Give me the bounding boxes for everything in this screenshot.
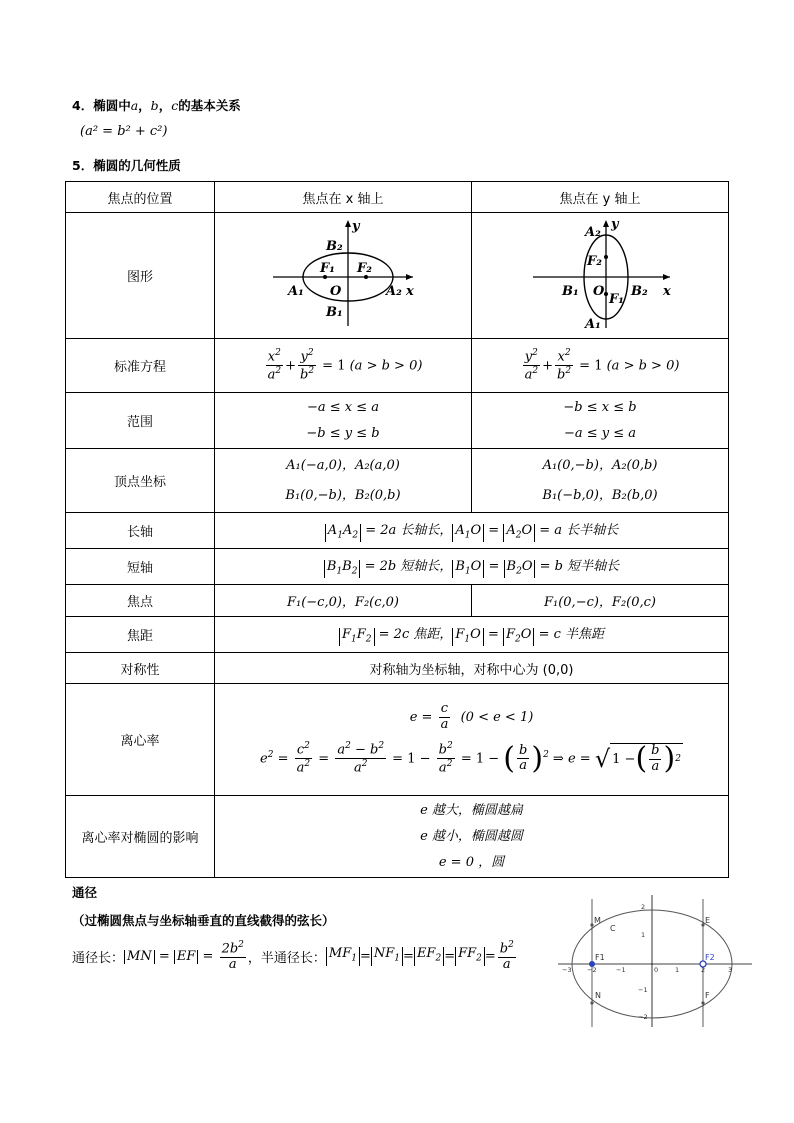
row-equation bbox=[66, 339, 729, 393]
tick-x-neg1: −1 bbox=[616, 966, 626, 974]
label-effect: 离心率对椭圆的影响 bbox=[66, 796, 215, 878]
header-y-axis: 焦点在 y 轴上 bbox=[472, 182, 729, 213]
label-focal: 焦距 bbox=[66, 617, 215, 653]
ellipse-x-graph bbox=[268, 216, 418, 332]
tick-y-2: 2 bbox=[641, 903, 646, 911]
label-o: O bbox=[593, 283, 605, 299]
foci-y: F₁(0,−c)，F₂(0,c) bbox=[472, 585, 729, 617]
label-f1: F₁ bbox=[609, 291, 624, 307]
graph-x-cell bbox=[215, 213, 472, 339]
label-f2: F₂ bbox=[357, 260, 372, 276]
var-b: b bbox=[150, 98, 159, 113]
row-range bbox=[66, 393, 729, 449]
foci-x: F₁(−c,0)，F₂(c,0) bbox=[215, 585, 472, 617]
label-range: 范围 bbox=[66, 393, 215, 449]
tick-x-2: 2 bbox=[701, 966, 706, 974]
fig-label-e: E bbox=[705, 916, 711, 925]
latus-title: 通径 bbox=[72, 885, 98, 900]
latus-figure bbox=[558, 895, 754, 1027]
heading-5: 5．椭圆的几何性质 bbox=[72, 158, 181, 173]
label-graph: 图形 bbox=[66, 213, 215, 339]
eccentricity-value: e = $\frac{c}{a}$ (0 < e < 1) $e^2$ = $\frac{c^2}{a^2}$ = $\frac{a^2 - b^2}{a^2}$ = 1 − $\frac{b^2}{a^2}$ = 1 − ( $\frac{b}{a}$ )$^2$ ⇒ e = √ 1 − ( $\frac{b}{a}$ ) 2 bbox=[215, 684, 729, 796]
row-effect bbox=[66, 796, 729, 878]
label-major: 长轴 bbox=[66, 513, 215, 549]
label-equation: 标准方程 bbox=[66, 339, 215, 393]
fig-label-n: N bbox=[595, 991, 601, 1000]
label-foci: 焦点 bbox=[66, 585, 215, 617]
focal-value: $F_1F_2 = 2c$ 焦距， $F_1O = F_2O = c$ 半焦距 bbox=[215, 617, 729, 653]
var-c: c bbox=[171, 98, 179, 113]
header-x-axis: 焦点在 x 轴上 bbox=[215, 182, 472, 213]
range-y: −b ≤ x ≤ b −a ≤ y ≤ a bbox=[472, 393, 729, 449]
row-graph bbox=[66, 213, 729, 339]
tick-x-neg2: −2 bbox=[587, 966, 597, 974]
row-symmetry bbox=[66, 653, 729, 684]
row-eccentricity bbox=[66, 684, 729, 796]
minor-axis-value: $B_1B_2 = 2b$ 短轴长， $B_1O = B_2O = b$ 短半轴长 bbox=[215, 549, 729, 585]
fig-label-f1: F1 bbox=[595, 953, 605, 962]
label-f1: F₁ bbox=[320, 260, 335, 276]
tick-y-neg2: −2 bbox=[638, 1013, 648, 1021]
label-y: y bbox=[352, 218, 360, 234]
table-header-row bbox=[66, 182, 729, 213]
label-a2: A₂ bbox=[386, 283, 402, 299]
label-a1: A₁ bbox=[288, 283, 304, 299]
fig-label-c: C bbox=[610, 924, 616, 933]
major-axis-value: $A_1A_2 = 2a$ 长轴长， $A_1O = A_2O = a$ 长半轴长 bbox=[215, 513, 729, 549]
effect-value: e 越大，椭圆越扁 e 越小，椭圆越圆 e = 0 ，圆 bbox=[215, 796, 729, 878]
latus-formula: 通径长： MN = EF = $\frac{2b^2}{a}$ ，半通径长： $MF_1$ = $NF_1$ = $EF_2$ = $FF_2$ = $\frac{b^2}{a}$ bbox=[72, 940, 514, 973]
fig-label-f2: F2 bbox=[705, 953, 715, 962]
var-a: a bbox=[130, 98, 139, 113]
vertices-x: A₁(−a,0)，A₂(a,0) B₁(0,−b)，B₂(0,b) bbox=[215, 449, 472, 513]
label-y: y bbox=[611, 216, 619, 232]
label-b1: B₁ bbox=[562, 283, 579, 299]
relation-formula: (a² = b² + c²) bbox=[80, 124, 168, 139]
label-x: x bbox=[663, 283, 671, 299]
tick-x-3: 3 bbox=[728, 966, 733, 974]
label-b2: B₂ bbox=[631, 283, 648, 299]
label-a1: A₁ bbox=[585, 316, 601, 332]
latus-subtitle: （过椭圆焦点与坐标轴垂直的直线截得的弦长） bbox=[72, 913, 335, 928]
fig-label-f: F bbox=[705, 991, 710, 1000]
label-eccentricity: 离心率 bbox=[66, 684, 215, 796]
tick-x-neg3: −3 bbox=[562, 966, 572, 974]
fig-label-m: M bbox=[594, 916, 601, 925]
symmetry-value: 对称轴为坐标轴，对称中心为 (0,0) bbox=[215, 653, 729, 684]
label-b1: B₁ bbox=[326, 304, 343, 320]
tick-y-neg1: −1 bbox=[638, 986, 648, 994]
heading-4: 4．椭圆中a，b，c的基本关系 bbox=[72, 98, 241, 113]
equation-x: $\frac{x^2}{a^2}$ + $\frac{y^2}{b^2}$ = 1 (a > b > 0) bbox=[215, 339, 472, 393]
tick-x-0: 0 bbox=[654, 966, 659, 974]
range-x: −a ≤ x ≤ a −b ≤ y ≤ b bbox=[215, 393, 472, 449]
graph-y-cell bbox=[472, 213, 729, 339]
label-b2: B₂ bbox=[326, 238, 343, 254]
ellipse-properties-table bbox=[65, 181, 729, 878]
label-symmetry: 对称性 bbox=[66, 653, 215, 684]
header-position: 焦点的位置 bbox=[66, 182, 215, 213]
label-f2: F₂ bbox=[587, 253, 602, 269]
row-major-axis bbox=[66, 513, 729, 549]
row-minor-axis bbox=[66, 549, 729, 585]
vertices-y: A₁(0,−b)，A₂(0,b) B₁(−b,0)，B₂(b,0) bbox=[472, 449, 729, 513]
label-o: O bbox=[330, 283, 342, 299]
tick-y-1: 1 bbox=[641, 931, 646, 939]
row-foci bbox=[66, 585, 729, 617]
row-vertices bbox=[66, 449, 729, 513]
row-focal-distance bbox=[66, 617, 729, 653]
label-a2: A₂ bbox=[585, 224, 601, 240]
tick-x-1: 1 bbox=[675, 966, 680, 974]
ellipse-y-graph bbox=[525, 216, 675, 332]
label-vertices: 顶点坐标 bbox=[66, 449, 215, 513]
label-minor: 短轴 bbox=[66, 549, 215, 585]
equation-y: $\frac{y^2}{a^2}$ + $\frac{x^2}{b^2}$ = 1 (a > b > 0) bbox=[472, 339, 729, 393]
label-x: x bbox=[406, 283, 414, 299]
